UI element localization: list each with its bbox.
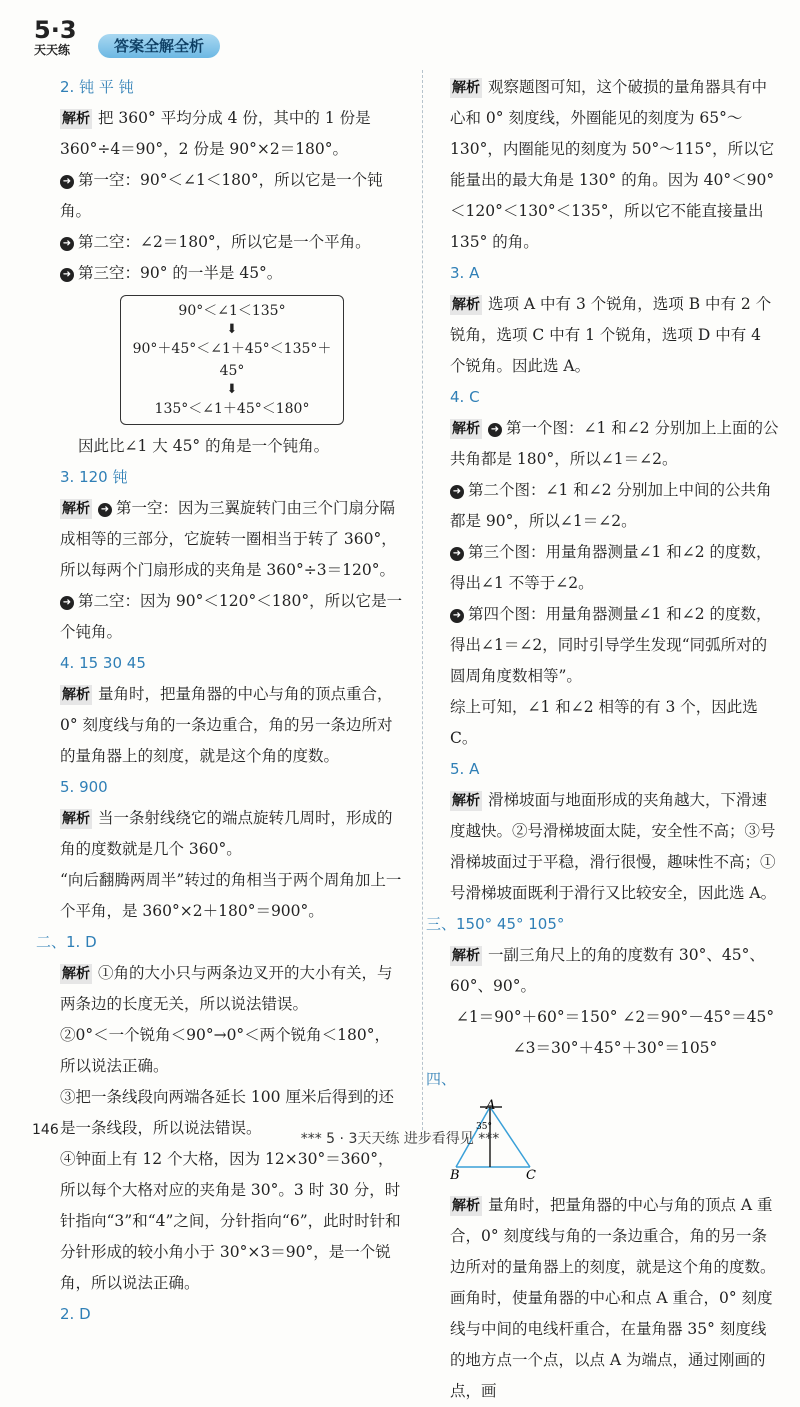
- answer-r-q3: 3. A: [450, 264, 480, 282]
- arrow-right-icon: ➜: [60, 268, 74, 282]
- arrow-right-icon: ➜: [60, 237, 74, 251]
- section-2-heading: 二、1. D: [36, 933, 97, 951]
- section-4-heading: 四、: [426, 1070, 457, 1088]
- equation-line: ∠3＝30°＋45°＋30°＝105°: [512, 1039, 718, 1057]
- section-3-heading: 三、150° 45° 105°: [426, 915, 565, 933]
- answer-q2: 2. 钝 平 钝: [60, 78, 134, 96]
- point-b-label: B: [450, 1168, 460, 1179]
- arrow-down-icon: ⬇: [226, 382, 238, 397]
- arrow-right-icon: ➜: [450, 485, 464, 499]
- left-column: 2. 钝 平 钝 解析 把 360° 平均分成 4 份，其中的 1 份是 360°÷4＝90°，2 份是 90°×2＝180°。 ➜ 第一空：90°＜∠1＜180°，所以它是一个钝角。 ➜ 第二空：∠2＝180°，所以它是一个平角。 ➜ 第三空：90° 的一半是 45°。 90°＜∠1＜135° ⬇ 90°＋45°＜∠1＋45°＜135°＋45° ⬇ 135°＜∠1＋45°＜180° 因此比∠1 大 45° 的角是一个钝角。 3. 120 钝 解析 ➜ 第一空：因为三翼旋转门由三个门扇分隔成相等的三部分，它旋转一圈相当于转了 360°，所以每两个门扇形成的夹角是 360°÷3＝120°。 ➜ 第二空：因为 90°＜120°＜180°，所以它是一个钝角。 4. 15 30 45 解析 量角时，把量角器的中心与角的顶点重合，0° 刻度线与角的一条边重合，角的另一条边所对的量角器上的刻度，就是这个角的度数。 5. 900 解析 当一条射线绕它的端点旋转几周时，形成的角的度数就是几个 360°。 “向后翻腾两周半”转过的角相当于两个周角加上一个平角，是 360°×2＋180°＝900°。 二、1. D 解析 ①角的大小只与两条边叉开的大小有关，与两条边的长度无关，所以说法错误。 ②0°＜一个锐角＜90°→0°＜两个锐角＜180°，所以说法正确。 ③把一条线段向两端各延长 100 厘米后得到的还是一条线段，所以说法错误。 ④钟面上有 12 个大格，因为 12×30°＝360°，所以每个大格对应的夹角是 30°。3 时 30 分，时针指向“3”和“4”之间，分针指向“6”，此时时针和分针形成的较小角小于 30°×3＝90°，是一个锐角，所以说法正确。 2. D: [60, 72, 405, 1330]
- answer-r-q4: 4. C: [450, 388, 480, 406]
- inequality-box: 90°＜∠1＜135° ⬇ 90°＋45°＜∠1＋45°＜135°＋45° ⬇ 135°＜∠1＋45°＜180°: [120, 295, 344, 425]
- arrow-right-icon: ➜: [450, 547, 464, 561]
- point-a-label: A: [486, 1099, 496, 1113]
- right-column: 解析 观察题图可知，这个破损的量角器具有中心和 0° 刻度线，外圈能见的刻度为 65°～130°，内圈能见的刻度为 50°～115°，所以它能量出的最大角是 130° 的角。因为 40°＜90°＜120°＜130°＜135°，所以它不能直接量出 135° 的角。 3. A 解析 选项 A 中有 3 个锐角，选项 B 中有 2 个锐角，选项 C 中有 1 个锐角，选项 D 中有 4 个锐角。因此选 A。 4. C 解析 ➜ 第一个图：∠1 和∠2 分别加上上面的公共角都是 180°，所以∠1＝∠2。 ➜ 第二个图：∠1 和∠2 分别加上中间的公共角都是 90°，所以∠1＝∠2。 ➜ 第三个图：用量角器测量∠1 和∠2 的度数，得出∠1 不等于∠2。 ➜ 第四个图：用量角器测量∠1 和∠2 的度数，得出∠1＝∠2，同时引导学生发现“同弧所对的圆周角度数相等”。 综上可知，∠1 和∠2 相等的有 3 个，因此选 C。 5. A 解析 滑梯坡面与地面形成的夹角越大，下滑速度越快。②号滑梯坡面太陡，安全性不高；③号滑梯坡面过于平稳，滑行很慢，趣味性不高；①号滑梯坡面既利于滑行又比较安全，因此选 A。 三、150° 45° 105° 解析 一副三角尺上的角的度数有 30°、45°、60°、90°。 ∠1＝90°＋60°＝150° ∠2＝90°－45°＝45° ∠3＝30°＋45°＋30°＝105° 四、 A B C 35° 解析 量角时，把量角器的中心与角的顶点 A 重合，0° 刻度线与角的一条边重合，角的另一条边所对的量角器上的刻度，就是这个角的度数。 画角时，使量角器的中心和点 A 重合，0° 刻度线与中间的电线杆重合，在量角器 35° 刻度线的地方点一个点，以点 A 为端点，通过刚画的点，画: [426, 78, 779, 1400]
- section-title: 答案全解全析: [98, 34, 220, 58]
- point-c-label: C: [526, 1168, 536, 1179]
- answer-q3: 3. 120 钝: [60, 468, 128, 486]
- answer-q4: 4. 15 30 45: [60, 654, 146, 672]
- arrow-right-icon: ➜: [450, 609, 464, 623]
- answer-q5: 5. 900: [60, 778, 108, 796]
- arrow-right-icon: ➜: [488, 423, 502, 437]
- page-number: 146: [32, 1122, 59, 1138]
- answer-r-q5: 5. A: [450, 760, 480, 778]
- footer-slogan: *** 5 · 3天天练 进步看得见 ***: [300, 1131, 500, 1147]
- analysis-label: 解析: [62, 111, 90, 127]
- svg-text:天天练: 天天练: [34, 43, 71, 57]
- arrow-right-icon: ➜: [60, 175, 74, 189]
- arrow-down-icon: ⬇: [226, 322, 238, 337]
- equation-line: ∠1＝90°＋60°＝150° ∠2＝90°－45°＝45°: [455, 1008, 775, 1026]
- arrow-right-icon: ➜: [60, 596, 74, 610]
- answer-s2-q2: 2. D: [60, 1305, 91, 1323]
- column-divider: [422, 70, 424, 1130]
- angle-label: 35°: [476, 1122, 492, 1132]
- logo-text: 5·3: [34, 16, 77, 44]
- arrow-right-icon: ➜: [98, 503, 112, 517]
- brand-logo: [32, 14, 106, 58]
